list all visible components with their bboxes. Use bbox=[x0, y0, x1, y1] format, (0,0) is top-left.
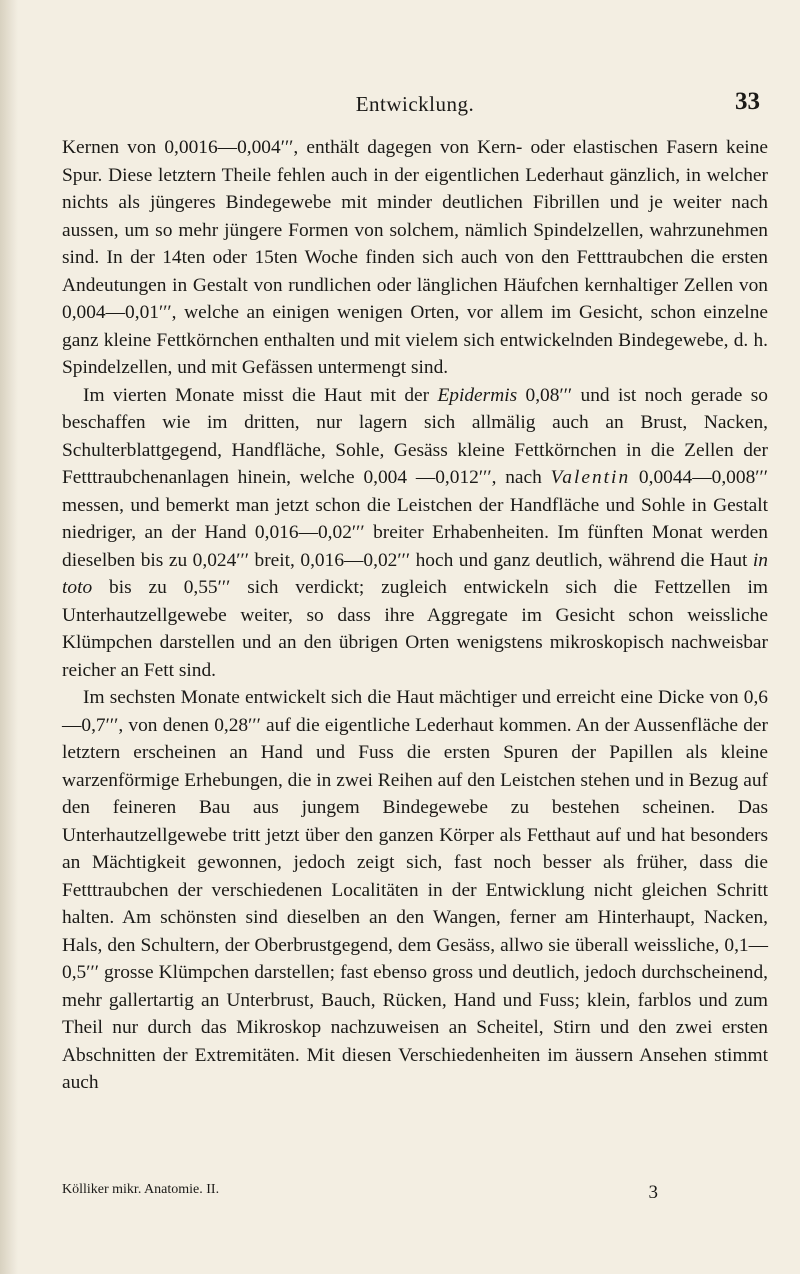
signature-line: Kölliker mikr. Anatomie. II. bbox=[62, 1182, 220, 1197]
page-footer bbox=[62, 1178, 768, 1202]
paragraph-1: Kernen von 0,0016—0,004′′′, enthält dagegen von Kern- oder elastischen Fasern keine Spur. Diese letztern Theile fehlen auch in der eigentlichen Lederhaut gänzlich, in welcher nichts als jüngeres Bindegewebe mit minder deutlichen Fibrillen und je weiter nach aussen, um so mehr jüngere Formen von solchem, nämlich Spindelzellen, wahrzunehmen sind. In der 14ten oder 15ten Woche finden sich auch von den Fetttraubchen die ersten Andeutungen in Gestalt von rundlichen oder länglichen Häufchen kernhaltiger Zellen von 0,004—0,01′′′, welche an einigen wenigen Orten, vor allem im Gesicht, schon einzelne ganz kleine Fettkörnchen enthalten und mit vielem sich entwickelnden Bindegewebe, d. h. Spindelzellen, und mit Gefässen untermengt sind. bbox=[62, 137, 768, 378]
p2-text-d: bis zu 0,55′′′ sich verdickt; zugleich entwickeln sich die Fettzellen im Unterhautzellgewebe weiter, so dass ihre Aggregate im Gesicht schon weissliche Klümpchen darstellen und an den übrigen Orten wenigstens mikroskopisch nachweisbar reicher an Fett sind. bbox=[62, 577, 768, 681]
running-title: Entwicklung. bbox=[355, 92, 475, 116]
signature-mark: 3 bbox=[648, 1182, 658, 1203]
running-head bbox=[62, 88, 768, 122]
p2-author-valentin: Valentin bbox=[550, 467, 631, 488]
page-number: 33 bbox=[735, 88, 760, 115]
page-gutter-shadow bbox=[0, 0, 18, 1274]
p2-epidermis-term: Epidermis bbox=[437, 384, 518, 406]
p2-text-c: 0,0044—0,008′′′ messen, und bemerkt man jetzt schon die Leistchen der Handfläche und Sohle in Gestalt niedriger, an der Hand 0,016—0,02′′′ breiter Erhabenheiten. Im fünften Monat werden dieselben bis zu 0,024′′′ breit, 0,016—0,02′′′ hoch und ganz deutlich, während die Haut bbox=[62, 467, 768, 571]
p2-in-toto-term: in toto bbox=[62, 549, 768, 598]
p2-text-a: Im vierten Monate misst die Haut mit der bbox=[83, 384, 438, 406]
paragraph-3: Im sechsten Monate entwickelt sich die Haut mächtiger und erreicht eine Dicke von 0,6—0,7′′′, von denen 0,28′′′ auf die eigentliche Lederhaut kommen. An der Aussenfläche der letztern erscheinen an Hand und Fuss die ersten Spuren der Papillen als kleine warzenförmige Erhebungen, die in zwei Reihen auf den Leistchen stehen und in Bezug auf den feineren Bau aus jungem Bindegewebe zu bestehen scheinen. Das Unterhautzellgewebe tritt jetzt über den ganzen Körper als Fetthaut auf und hat besonders an Mächtigkeit gewonnen, jedoch zeigt sich, fast noch besser als früher, dass die Fetttraubchen der verschiedenen Localitäten in der Entwicklung nicht gleichen Schritt halten. Am schönsten sind dieselben an den Wangen, ferner am Hinterhaupt, Nacken, Hals, den Schultern, der Oberbrustgegend, dem Gesäss, allwo sie überall weissliche, 0,1—0,5′′′ grosse Klümpchen darstellen; fast ebenso gross und deutlich, jedoch durchscheinend, mehr gallertartig an Unterbrust, Bauch, Rücken, Hand und Fuss; klein, farblos und zum Theil nur durch das Mikroskop nachzuweisen an Scheitel, Stirn und den zwei ersten Abschnitten der Extremitäten. Mit diesen Verschiedenheiten im äussern Ansehen stimmt auch bbox=[62, 687, 768, 1093]
p2-text-b: 0,08′′′ und ist noch gerade so beschaffen wie im dritten, nur lagern sich allmälig auch an Brust, Nacken, Schulterblattgegend, Handfläche, Sohle, Gesäss kleine Fettkörnchen in die Zellen der Fetttraubchenanlagen hinein, welche 0,004 —0,012′′′, nach bbox=[62, 384, 768, 488]
paragraph-2 bbox=[62, 382, 768, 685]
body-text bbox=[62, 134, 768, 1097]
